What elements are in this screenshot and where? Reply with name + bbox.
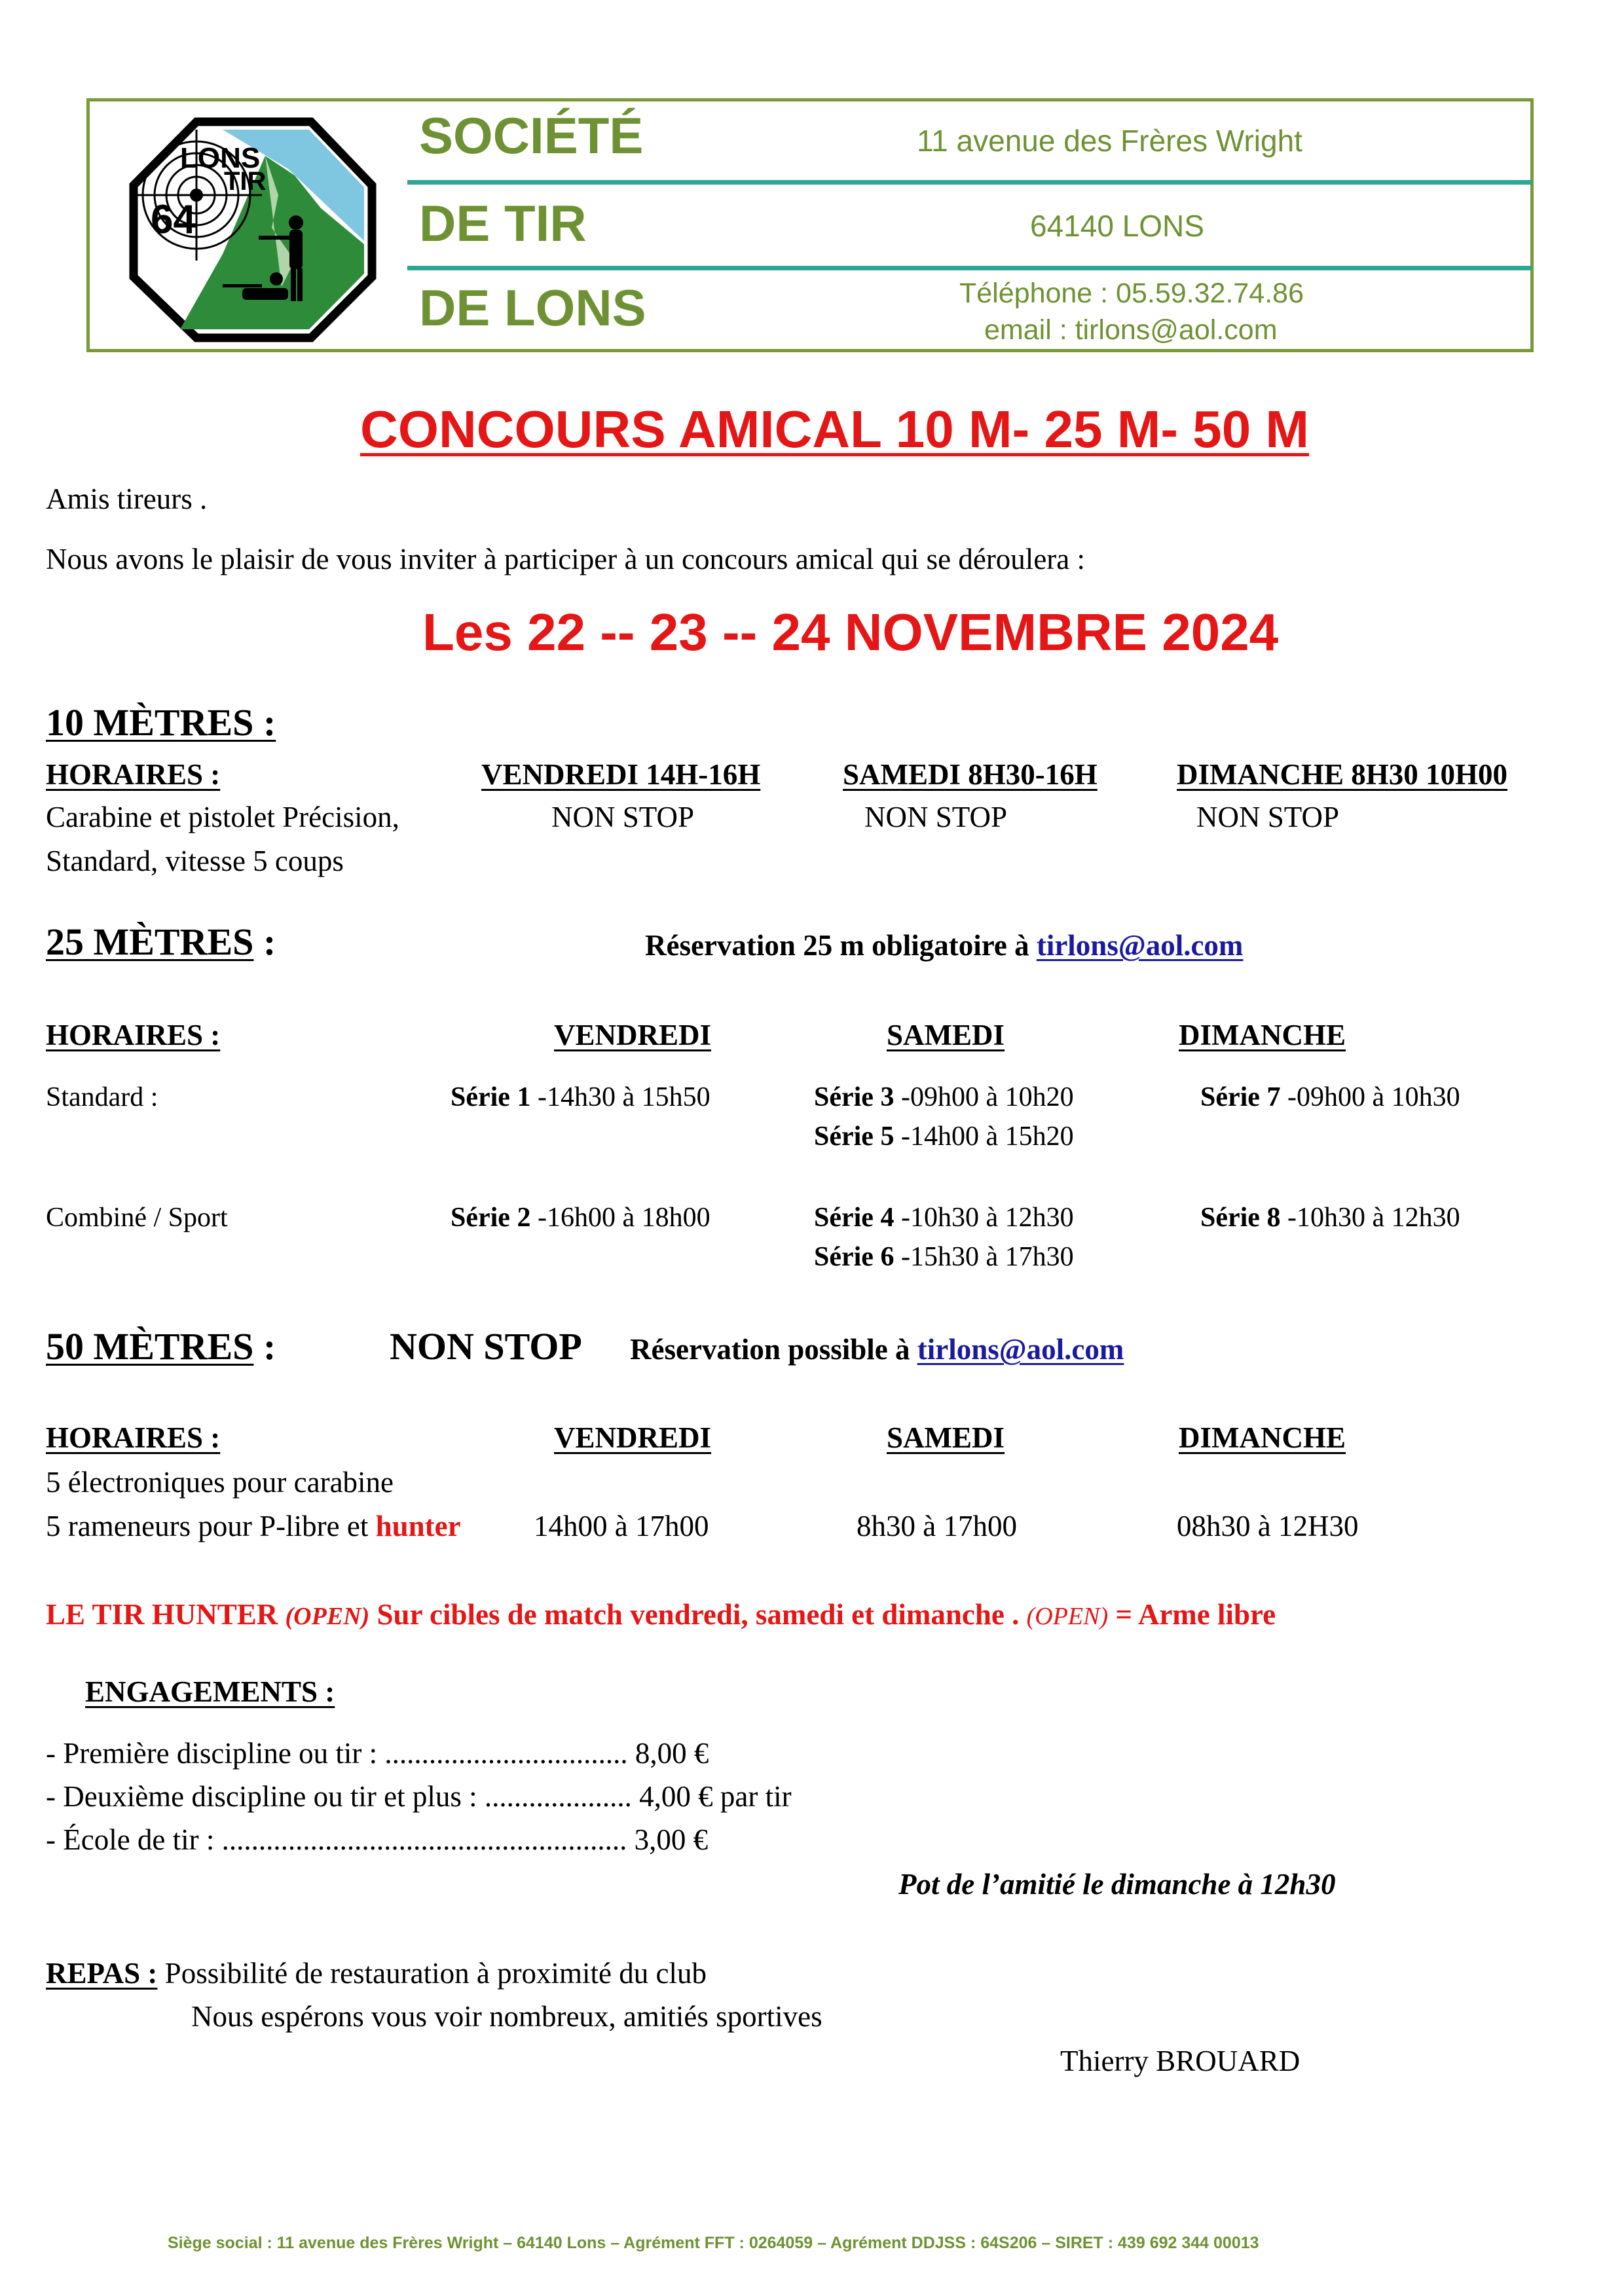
pot-amitie: Pot de l’amitié le dimanche à 12h30 bbox=[898, 1868, 1336, 1901]
s25-serie-3: Série 3 -09h00 à 10h20 bbox=[814, 1082, 1074, 1112]
header-rule-1 bbox=[407, 180, 1532, 185]
footer-legal: Siège social : 11 avenue des Frères Wright – 64140 Lons – Agrément FFT : 0264059 – Agrément DDJSS : 64S206 – SIRET : 439 692 344 00013 bbox=[168, 2234, 1259, 2252]
s25-day-vendredi: VENDREDI bbox=[554, 1019, 712, 1051]
section-50m-heading: 50 MÈTRES : bbox=[46, 1325, 276, 1368]
s25-day-dimanche: DIMANCHE bbox=[1179, 1019, 1346, 1051]
s10-day-vendredi: VENDREDI 14H-16H bbox=[481, 758, 761, 791]
s25-serie-8: Série 8 -10h30 à 12h30 bbox=[1200, 1203, 1460, 1233]
s25-day-samedi: SAMEDI bbox=[887, 1019, 1005, 1051]
signature: Thierry BROUARD bbox=[1060, 2045, 1301, 2077]
header-email[interactable]: email : tirlons@aol.com bbox=[984, 314, 1278, 346]
header-city: 64140 LONS bbox=[1030, 209, 1204, 243]
hunter-notice: LE TIR HUNTER (OPEN) Sur cibles de match vendredi, samedi et dimanche . (OPEN) = Arme libre bbox=[46, 1598, 1276, 1631]
org-name-line1: SOCIÉTÉ bbox=[419, 107, 644, 164]
s50-day-vendredi: VENDREDI bbox=[554, 1421, 712, 1454]
s50-day-samedi: SAMEDI bbox=[887, 1421, 1005, 1454]
s10-time-vendredi: NON STOP bbox=[551, 801, 694, 833]
s50-reservation-email-link[interactable]: tirlons@aol.com bbox=[917, 1333, 1124, 1366]
closing-text: Nous espérons vous voir nombreux, amitiés sportives bbox=[191, 2000, 822, 2033]
s10-horaires-label: HORAIRES : bbox=[46, 758, 221, 791]
s50-line1: 5 électroniques pour carabine bbox=[46, 1466, 394, 1499]
s25-horaires-label: HORAIRES : bbox=[46, 1019, 221, 1051]
greeting: Amis tireurs . bbox=[46, 483, 208, 515]
section-25m-heading: 25 MÈTRES : bbox=[46, 920, 276, 963]
s10-time-samedi: NON STOP bbox=[864, 801, 1007, 833]
s50-day-dimanche: DIMANCHE bbox=[1179, 1421, 1346, 1454]
repas-line: REPAS : Possibilité de restauration à proximité du club bbox=[46, 1957, 707, 1990]
engagement-item-3: - École de tir : ....................................................... 3,00 € bbox=[46, 1823, 709, 1856]
section-10m-heading: 10 MÈTRES : bbox=[46, 701, 276, 744]
s50-line2: 5 rameneurs pour P-libre et hunter bbox=[46, 1510, 461, 1542]
s10-day-dimanche: DIMANCHE 8H30 10H00 bbox=[1177, 758, 1507, 791]
s50-time-samedi: 8h30 à 17h00 bbox=[857, 1510, 1017, 1542]
svg-text:TIR: TIR bbox=[224, 167, 267, 196]
event-dates: Les 22 -- 23 -- 24 NOVEMBRE 2024 bbox=[422, 603, 1279, 661]
s10-discipline-line1: Carabine et pistolet Précision, bbox=[46, 801, 399, 833]
s10-time-dimanche: NON STOP bbox=[1196, 801, 1339, 833]
svg-text:LONS: LONS bbox=[180, 142, 261, 174]
s25-serie-6: Série 6 -15h30 à 17h30 bbox=[814, 1242, 1074, 1272]
header-address: 11 avenue des Frères Wright bbox=[917, 124, 1302, 158]
club-logo bbox=[124, 117, 380, 342]
s50-time-dimanche: 08h30 à 12H30 bbox=[1177, 1510, 1359, 1542]
s25-combine-label: Combiné / Sport bbox=[46, 1203, 228, 1233]
page-title: CONCOURS AMICAL 10 M- 25 M- 50 M bbox=[360, 400, 1310, 458]
s25-serie-2: Série 2 -16h00 à 18h00 bbox=[451, 1203, 710, 1233]
org-name-line3: DE LONS bbox=[419, 279, 646, 337]
s50-reservation: Réservation possible à tirlons@aol.com bbox=[630, 1333, 1124, 1366]
s50-horaires-label: HORAIRES : bbox=[46, 1421, 221, 1454]
svg-text:64: 64 bbox=[151, 197, 196, 242]
s50-time-vendredi: 14h00 à 17h00 bbox=[534, 1510, 709, 1542]
intro-text: Nous avons le plaisir de vous inviter à participer à un concours amical qui se déroulera : bbox=[46, 543, 1085, 575]
s25-serie-1: Série 1 -14h30 à 15h50 bbox=[451, 1082, 710, 1112]
s25-serie-7: Série 7 -09h00 à 10h30 bbox=[1200, 1082, 1460, 1112]
engagement-item-1: - Première discipline ou tir : ................................. 8,00 € bbox=[46, 1737, 709, 1770]
s25-serie-4: Série 4 -10h30 à 12h30 bbox=[814, 1203, 1074, 1233]
org-name-line2: DE TIR bbox=[419, 194, 587, 252]
s25-serie-5: Série 5 -14h00 à 15h20 bbox=[814, 1121, 1074, 1152]
engagement-item-2: - Deuxième discipline ou tir et plus : .................... 4,00 € par tir bbox=[46, 1780, 792, 1813]
header-rule-2 bbox=[407, 266, 1532, 270]
s10-discipline-line2: Standard, vitesse 5 coups bbox=[46, 845, 344, 877]
s10-day-samedi: SAMEDI 8H30-16H bbox=[843, 758, 1098, 791]
s25-reservation: Réservation 25 m obligatoire à tirlons@aol.com bbox=[645, 929, 1244, 962]
engagements-heading: ENGAGEMENTS : bbox=[85, 1675, 335, 1708]
s25-standard-label: Standard : bbox=[46, 1082, 158, 1112]
header-phone: Téléphone : 05.59.32.74.86 bbox=[959, 278, 1304, 309]
s50-non-stop: NON STOP bbox=[390, 1325, 582, 1368]
s25-reservation-email-link[interactable]: tirlons@aol.com bbox=[1036, 929, 1244, 962]
